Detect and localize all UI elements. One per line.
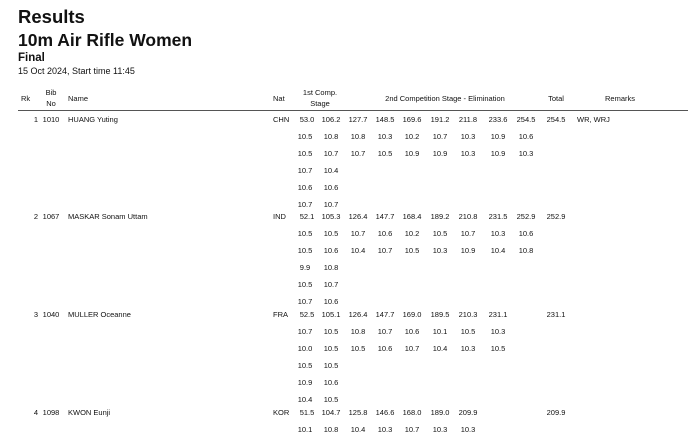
cumulative-score: 254.5 bbox=[516, 115, 536, 124]
header-first-stage-line1: 1st Comp. bbox=[302, 88, 338, 97]
shot-score: 10.6 bbox=[518, 132, 534, 141]
shot-score: 10.0 bbox=[297, 344, 313, 353]
shot-score: 10.5 bbox=[323, 327, 339, 336]
shot-score: 10.5 bbox=[460, 327, 476, 336]
cumulative-score: 189.2 bbox=[430, 212, 450, 221]
shot-score: 10.6 bbox=[323, 297, 339, 306]
nat-cell: CHN bbox=[273, 115, 290, 124]
shot-score: 10.7 bbox=[323, 149, 339, 158]
shot-score: 10.6 bbox=[323, 183, 339, 192]
shot-score: 10.7 bbox=[377, 327, 393, 336]
cumulative-score: 210.8 bbox=[458, 212, 478, 221]
cumulative-score: 210.3 bbox=[458, 310, 478, 319]
shot-score: 10.9 bbox=[404, 149, 420, 158]
shot-score: 10.3 bbox=[518, 149, 534, 158]
cumulative-score: 211.8 bbox=[458, 115, 478, 124]
cumulative-score: 233.6 bbox=[488, 115, 508, 124]
cumulative-score: 53.0 bbox=[299, 115, 315, 124]
shot-score: 9.9 bbox=[299, 263, 311, 272]
nat-cell: KOR bbox=[273, 408, 290, 417]
shot-score: 10.7 bbox=[323, 280, 339, 289]
nat-cell: FRA bbox=[273, 310, 288, 319]
shot-score: 10.4 bbox=[323, 166, 339, 175]
shot-score: 10.5 bbox=[297, 132, 313, 141]
athlete-name: MULLER Oceanne bbox=[68, 310, 131, 319]
shot-score: 10.7 bbox=[323, 200, 339, 209]
shot-score: 10.5 bbox=[323, 361, 339, 370]
cumulative-score: 189.5 bbox=[430, 310, 450, 319]
shot-score: 10.9 bbox=[490, 149, 506, 158]
shot-score: 10.8 bbox=[323, 132, 339, 141]
header-rule bbox=[18, 110, 688, 111]
shot-score: 10.4 bbox=[490, 246, 506, 255]
shot-score: 10.7 bbox=[404, 344, 420, 353]
shot-score: 10.3 bbox=[432, 246, 448, 255]
nat-cell: IND bbox=[273, 212, 286, 221]
shot-score: 10.3 bbox=[490, 327, 506, 336]
shot-score: 10.7 bbox=[297, 327, 313, 336]
bib-cell: 1067 bbox=[42, 212, 60, 221]
header-second-stage: 2nd Competition Stage - Elimination bbox=[385, 94, 505, 103]
shot-score: 10.1 bbox=[297, 425, 313, 434]
athlete-name: MASKAR Sonam Uttam bbox=[68, 212, 148, 221]
header-remarks: Remarks bbox=[604, 94, 635, 103]
cumulative-score: 169.0 bbox=[402, 310, 422, 319]
header-name: Name bbox=[68, 94, 89, 103]
shot-score: 10.7 bbox=[377, 246, 393, 255]
shot-score: 10.6 bbox=[323, 246, 339, 255]
shot-score: 10.5 bbox=[350, 344, 366, 353]
cumulative-score: 191.2 bbox=[430, 115, 450, 124]
rank-cell: 4 bbox=[33, 408, 38, 417]
total-score: 231.1 bbox=[546, 310, 566, 319]
shot-score: 10.1 bbox=[432, 327, 448, 336]
shot-score: 10.6 bbox=[518, 229, 534, 238]
cumulative-score: 147.7 bbox=[375, 310, 395, 319]
cumulative-score: 127.7 bbox=[348, 115, 368, 124]
shot-score: 10.7 bbox=[297, 166, 313, 175]
shot-score: 10.7 bbox=[297, 297, 313, 306]
cumulative-score: 126.4 bbox=[348, 310, 368, 319]
cumulative-score: 146.6 bbox=[375, 408, 395, 417]
cumulative-score: 252.9 bbox=[516, 212, 536, 221]
shot-score: 10.7 bbox=[460, 229, 476, 238]
cumulative-score: 147.7 bbox=[375, 212, 395, 221]
cumulative-score: 105.3 bbox=[321, 212, 341, 221]
athlete-name: HUANG Yuting bbox=[68, 115, 118, 124]
shot-score: 10.9 bbox=[490, 132, 506, 141]
total-score: 209.9 bbox=[546, 408, 566, 417]
cumulative-score: 125.8 bbox=[348, 408, 368, 417]
cumulative-score: 231.5 bbox=[488, 212, 508, 221]
cumulative-score: 52.5 bbox=[299, 310, 315, 319]
page-title: Results bbox=[18, 6, 85, 27]
header-bib-line1: Bib bbox=[45, 88, 57, 97]
cumulative-score: 148.5 bbox=[375, 115, 395, 124]
cumulative-score: 168.0 bbox=[402, 408, 422, 417]
shot-score: 10.4 bbox=[350, 246, 366, 255]
shot-score: 10.6 bbox=[377, 344, 393, 353]
shot-score: 10.2 bbox=[404, 229, 420, 238]
cumulative-score: 106.2 bbox=[321, 115, 341, 124]
shot-score: 10.5 bbox=[297, 149, 313, 158]
shot-score: 10.9 bbox=[460, 246, 476, 255]
shot-score: 10.9 bbox=[432, 149, 448, 158]
cumulative-score: 209.9 bbox=[458, 408, 478, 417]
shot-score: 10.7 bbox=[350, 229, 366, 238]
shot-score: 10.5 bbox=[323, 229, 339, 238]
shot-score: 10.5 bbox=[432, 229, 448, 238]
header-nat: Nat bbox=[273, 94, 285, 103]
cumulative-score: 105.1 bbox=[321, 310, 341, 319]
cumulative-score: 231.1 bbox=[488, 310, 508, 319]
shot-score: 10.8 bbox=[323, 425, 339, 434]
header-first-stage-line2: Stage bbox=[310, 99, 330, 108]
total-score: 252.9 bbox=[546, 212, 566, 221]
date-line: 15 Oct 2024, Start time 11:45 bbox=[18, 66, 135, 76]
shot-score: 10.6 bbox=[323, 378, 339, 387]
shot-score: 10.5 bbox=[297, 280, 313, 289]
rank-cell: 1 bbox=[33, 115, 38, 124]
total-score: 254.5 bbox=[546, 115, 566, 124]
rank-cell: 2 bbox=[33, 212, 38, 221]
shot-score: 10.6 bbox=[377, 229, 393, 238]
shot-score: 10.3 bbox=[460, 149, 476, 158]
shot-score: 10.7 bbox=[432, 132, 448, 141]
header-rk: Rk bbox=[21, 94, 31, 103]
remarks-cell: WR, WRJ bbox=[577, 115, 610, 124]
athlete-name: KWON Eunji bbox=[68, 408, 111, 417]
cumulative-score: 169.6 bbox=[402, 115, 422, 124]
shot-score: 10.5 bbox=[323, 395, 339, 404]
cumulative-score: 189.0 bbox=[430, 408, 450, 417]
shot-score: 10.9 bbox=[297, 378, 313, 387]
cumulative-score: 52.1 bbox=[299, 212, 315, 221]
shot-score: 10.4 bbox=[297, 395, 313, 404]
shot-score: 10.5 bbox=[297, 229, 313, 238]
shot-score: 10.7 bbox=[297, 200, 313, 209]
shot-score: 10.3 bbox=[432, 425, 448, 434]
cumulative-score: 126.4 bbox=[348, 212, 368, 221]
bib-cell: 1040 bbox=[42, 310, 60, 319]
shot-score: 10.6 bbox=[297, 183, 313, 192]
shot-score: 10.3 bbox=[460, 344, 476, 353]
shot-score: 10.3 bbox=[377, 132, 393, 141]
cumulative-score: 51.5 bbox=[299, 408, 315, 417]
header-total: Total bbox=[548, 94, 564, 103]
header-bib-line2: No bbox=[46, 99, 56, 108]
shot-score: 10.5 bbox=[323, 344, 339, 353]
shot-score: 10.3 bbox=[460, 425, 476, 434]
shot-score: 10.4 bbox=[432, 344, 448, 353]
shot-score: 10.8 bbox=[350, 327, 366, 336]
bib-cell: 1010 bbox=[42, 115, 60, 124]
phase-label: Final bbox=[18, 52, 45, 64]
shot-score: 10.3 bbox=[490, 229, 506, 238]
bib-cell: 1098 bbox=[42, 408, 60, 417]
shot-score: 10.7 bbox=[404, 425, 420, 434]
event-title: 10m Air Rifle Women bbox=[18, 30, 193, 50]
cumulative-score: 104.7 bbox=[321, 408, 341, 417]
shot-score: 10.5 bbox=[297, 361, 313, 370]
shot-score: 10.6 bbox=[404, 327, 420, 336]
shot-score: 10.2 bbox=[404, 132, 420, 141]
shot-score: 10.7 bbox=[350, 149, 366, 158]
shot-score: 10.8 bbox=[323, 263, 339, 272]
shot-score: 10.8 bbox=[518, 246, 534, 255]
shot-score: 10.5 bbox=[404, 246, 420, 255]
shot-score: 10.3 bbox=[377, 425, 393, 434]
shot-score: 10.8 bbox=[350, 132, 366, 141]
shot-score: 10.5 bbox=[297, 246, 313, 255]
cumulative-score: 168.4 bbox=[402, 212, 422, 221]
rank-cell: 3 bbox=[33, 310, 38, 319]
shot-score: 10.3 bbox=[460, 132, 476, 141]
shot-score: 10.4 bbox=[350, 425, 366, 434]
shot-score: 10.5 bbox=[490, 344, 506, 353]
shot-score: 10.5 bbox=[377, 149, 393, 158]
